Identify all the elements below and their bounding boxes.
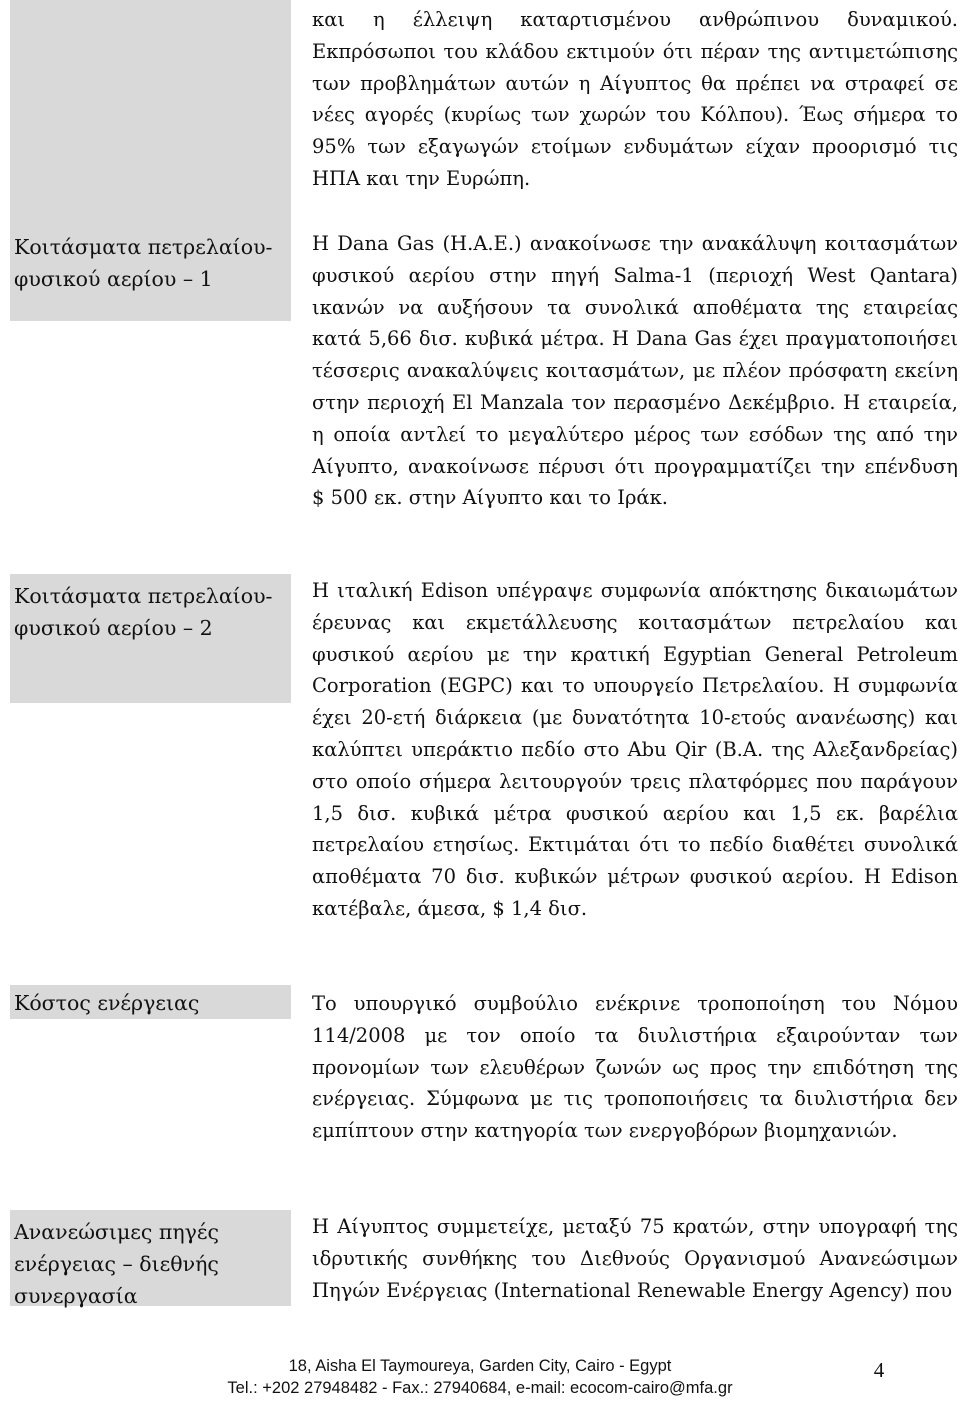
sidebar-topic-energy-cost <box>10 985 291 1019</box>
page-number: 4 <box>873 1358 885 1382</box>
sidebar-topic-label: Κοιτάσματα πετρελαίου-φυσικού αερίου – 1 <box>14 235 273 291</box>
sidebar-topic-label: Ανανεώσιμες πηγές ενέργειας – διεθνής συνεργασία <box>14 1220 219 1308</box>
sidebar-topic-oil-gas-1 <box>10 225 291 321</box>
paragraph-refineries: Το υπουργικό συμβούλιο ενέκρινε τροποποίηση του Νόμου 114/2008 με τον οποίο τα διυλιστήρια εξαιρούνταν των προνομίων των ελευθέρων ζωνών ως προς την επιδότηση της ενέργειας. Σύμφωνα με τις τροποποιήσεις τα διυλιστήρια δεν εμπίπτουν στην κατηγορία των ενεργοβόρων βιομηχανιών. <box>312 992 958 1143</box>
paragraph-irena: Η Αίγυπτος συμμετείχε, μεταξύ 75 κρατών, στην υπογραφή της ιδρυτικής συνθήκης του Διεθνούς Οργανισμού Ανανεώσιμων Πηγών Ενέργειας (International Renewable Energy Agency) που <box>312 1215 958 1302</box>
sidebar-topic-label: Κόστος ενέργειας <box>14 991 200 1015</box>
sidebar-box-continued <box>10 0 291 225</box>
sidebar-topic-oil-gas-2 <box>10 574 291 703</box>
paragraph-dana-gas: Η Dana Gas (Η.Α.Ε.) ανακοίνωσε την ανακάλυψη κοιτασμάτων φυσικού αερίου στην πηγή Salma-1 (περιοχή West Qantara) ικανών να αυξήσουν τα συνολικά αποθέματα της εταιρείας κατά 5,66 δισ. κυβικά μέτρα. Η Dana Gas έχει πραγματοποιήσει τέσσερις ανακαλύψεις κοιτασμάτων, με πλέον πρόσφατη εκείνη στην περιοχή El Manzala τον περασμένο Δεκέμβριο. Η εταιρεία, η οποία αντλεί το μεγαλύτερο μέρος των εσόδων της από την Αίγυπτο, ανακοίνωσε πέρυσι ότι προγραμματίζει την επένδυση $ 500 εκ. στην Αίγυπτο και το Ιράκ. <box>312 232 958 510</box>
sidebar-topic-renewables <box>10 1210 291 1306</box>
paragraph-textiles-exports: και η έλλειψη καταρτισμένου ανθρώπινου δυναμικού. Εκπρόσωποι του κλάδου εκτιμούν ότι πέραν της αντιμετώπισης των προβλημάτων αυτών η Αίγυπτος θα πρέπει να στραφεί σε νέες αγορές (κυρίως των χωρών του Κόλπου). Έως σήμερα το 95% των εξαγωγών ετοίμων ενδυμάτων είχαν προορισμό τις ΗΠΑ και την Ευρώπη. <box>312 8 958 190</box>
footer-contact: Tel.: +202 27948482 - Fax.: 27940684, e-mail: ecocom-cairo@mfa.gr <box>227 1379 733 1397</box>
footer-address: 18, Aisha El Taymoureya, Garden City, Cairo - Egypt <box>288 1357 672 1375</box>
paragraph-edison: Η ιταλική Edison υπέγραψε συμφωνία απόκτησης δικαιωμάτων έρευνας και εκμετάλλευσης κοιτασμάτων πετρελαίου και φυσικού αερίου με την κρατική Egyptian General Petroleum Corporation (EGPC) και το υπουργείο Πετρελαίου. Η συμφωνία έχει 20-ετή διάρκεια (με δυνατότητα 10-ετούς ανανέωσης) και καλύπτει υπεράκτιο πεδίο στο Abu Qir (Β.Α. της Αλεξανδρείας) στο οποίο σήμερα λειτουργούν τρεις πλατφόρμες που παράγουν 1,5 δισ. κυβικά μέτρα φυσικού αερίου και 1,5 εκ. βαρέλια πετρελαίου ετησίως. Εκτιμάται ότι το πεδίο διαθέτει συνολικά αποθέματα 70 δισ. κυβικών μέτρων φυσικού αερίου. Η Edison κατέβαλε, άμεσα, $ 1,4 δισ. <box>312 579 958 920</box>
sidebar-topic-label: Κοιτάσματα πετρελαίου-φυσικού αερίου – 2 <box>14 584 273 640</box>
